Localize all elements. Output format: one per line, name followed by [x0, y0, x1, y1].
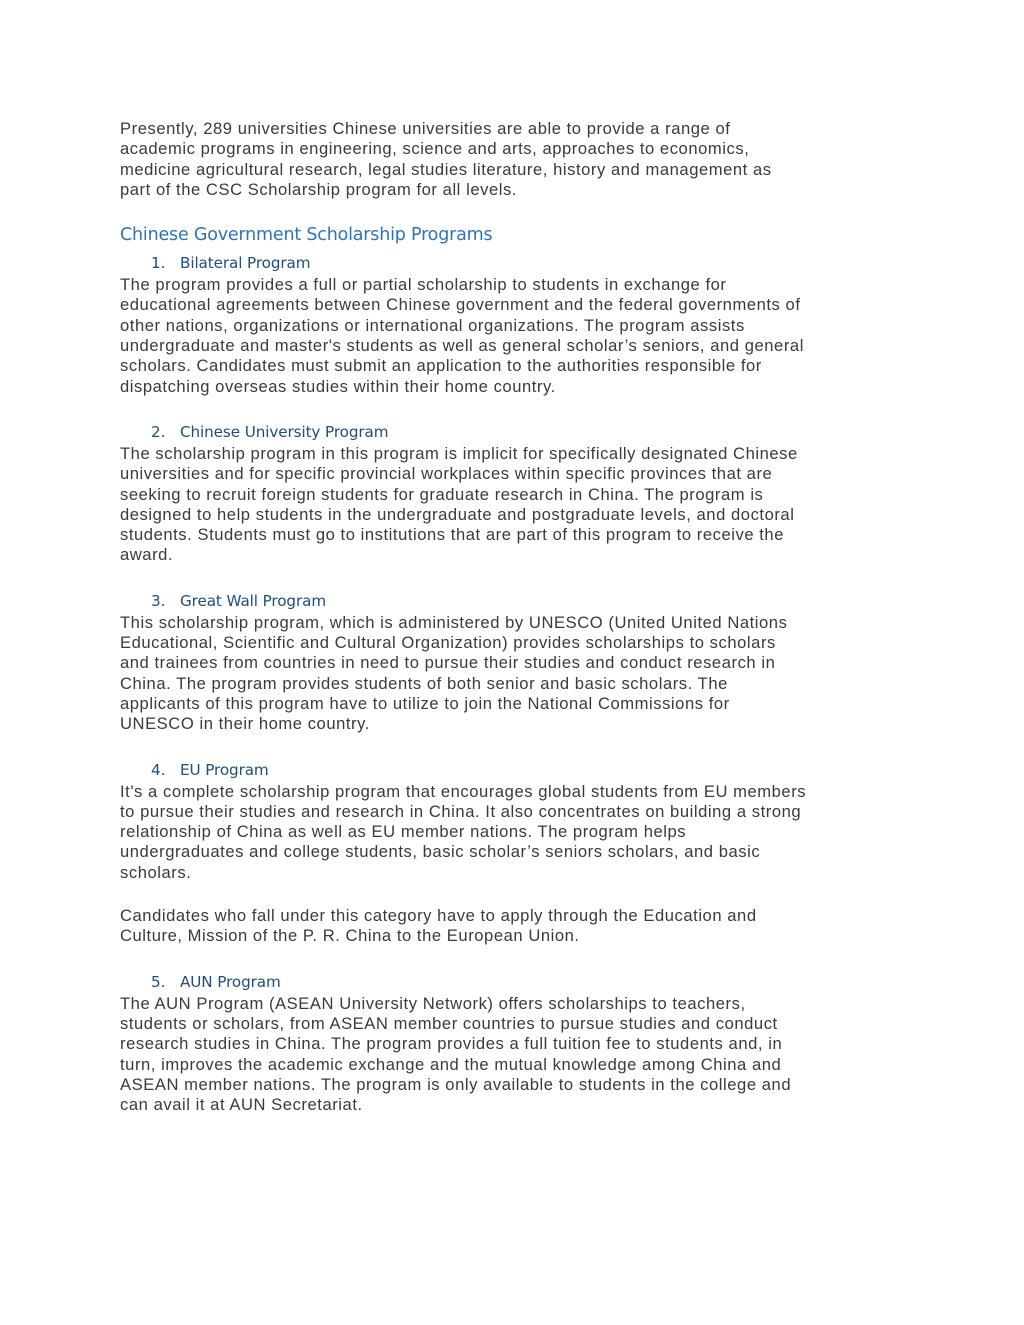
- program-number: 1.: [151, 254, 166, 273]
- program-title: AUN Program: [180, 972, 281, 991]
- program-number: 4.: [151, 760, 166, 779]
- program-heading: [120, 251, 910, 275]
- program-number: 3.: [151, 591, 166, 610]
- program-section: [120, 589, 910, 735]
- program-title: Bilateral Program: [180, 254, 311, 273]
- program-paragraph: This scholarship program, which is administered by UNESCO (United United Nations Educational, Scientific and Cultural Organization) provides scholarships to scholars and trainees from countries in need to pursue their studies and conduct research in China. The program provides students of both senior and basic scholars. The applicants of this program have to utilize to join the National Commissions for UNESCO in their home country.: [120, 612, 788, 734]
- program-section: [120, 970, 910, 1116]
- program-paragraph: The AUN Program (ASEAN University Network) offers scholarships to teachers, students or scholars, from ASEAN member countries to pursue studies and conduct research studies in China. The program provides a full tuition fee to students and, in turn, improves the academic exchange and the mutual knowledge among China and ASEAN member nations. The program is only available to students in the college and can avail it at AUN Secretariat.: [120, 993, 792, 1115]
- program-heading: [120, 420, 910, 444]
- section-heading: Chinese Government Scholarship Programs: [120, 225, 493, 246]
- program-paragraph: The scholarship program in this program is implicit for specifically designated Chinese universities and for specific provincial workplaces within specific provinces that are seeking to recruit foreign students for graduate research in China. The program is designed to help students in the undergraduate and postgraduate levels, and doctoral students. Students must go to institutions that are part of this program to receive the award.: [120, 443, 798, 565]
- program-paragraph: Candidates who fall under this category have to apply through the Education and Culture, Mission of the P. R. China to the European Union.: [120, 906, 757, 946]
- program-title: EU Program: [180, 760, 269, 779]
- program-heading: [120, 970, 910, 994]
- program-section: [120, 420, 910, 566]
- program-number: 2.: [151, 422, 166, 441]
- program-section: [120, 758, 910, 947]
- program-number: 5.: [151, 972, 166, 991]
- program-title: Chinese University Program: [180, 422, 389, 441]
- program-heading: [120, 758, 910, 782]
- program-paragraph: The program provides a full or partial scholarship to students in exchange for educational agreements between Chinese government and the federal governments of other nations, organizations or international organizations. The program assists undergraduate and master's students as well as general scholar’s seniors, and general scholars. Candidates must submit an application to the authorities responsible for dispatching overseas studies within their home country.: [120, 275, 804, 396]
- intro-paragraph: Presently, 289 universities Chinese universities are able to provide a range of academic programs in engineering, science and arts, approaches to economics, medicine agricultural research, legal studies literature, history and management as part of the CSC Scholarship program for all levels.: [120, 119, 772, 199]
- program-paragraph: It's a complete scholarship program that encourages global students from EU members to pursue their studies and research in China. It also concentrates on building a strong relationship of China as well as EU member nations. The program helps undergraduates and college students, basic scholar’s seniors scholars, and basic scholars.: [120, 781, 807, 882]
- document-page: [120, 119, 910, 1115]
- program-section: [120, 251, 910, 397]
- program-title: Great Wall Program: [180, 591, 327, 610]
- program-heading: [120, 589, 910, 613]
